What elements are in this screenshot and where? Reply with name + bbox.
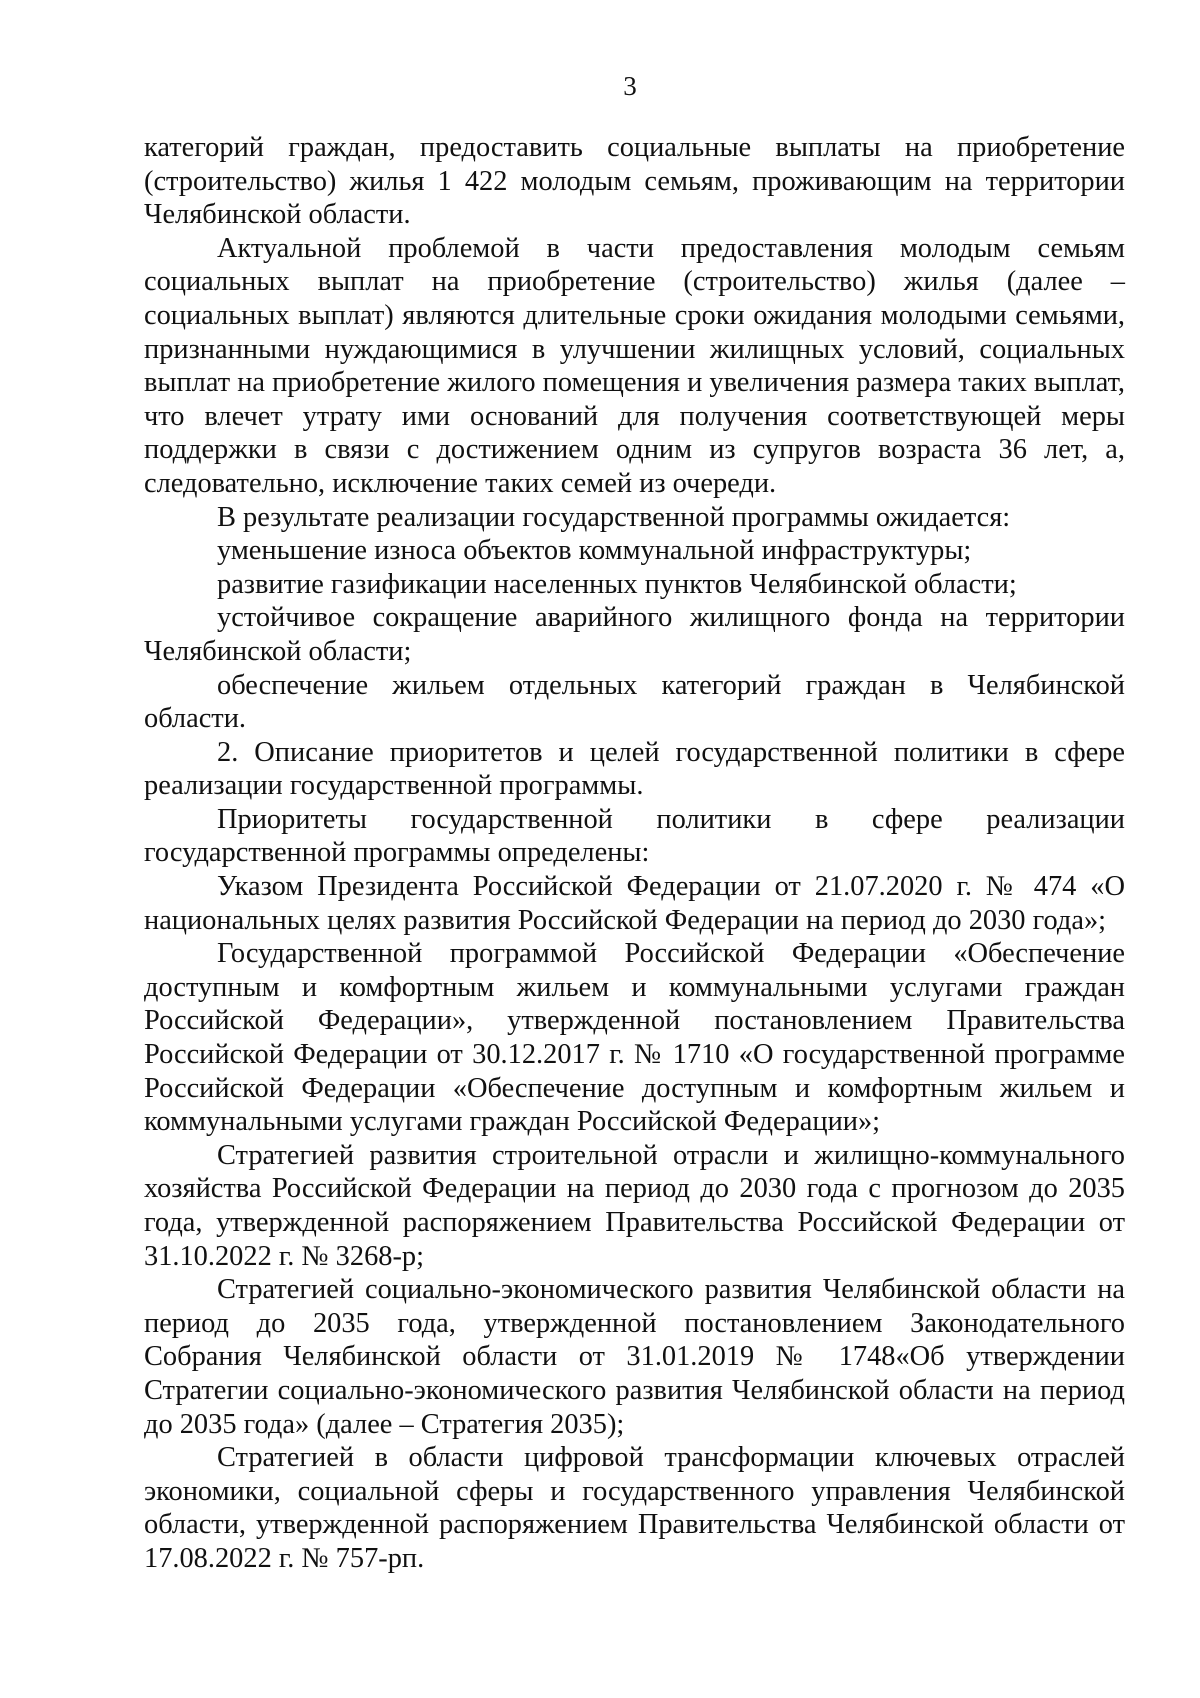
list-item-presidential-decree: Указом Президента Российской Федерации от 21.07.2020 г. № 474 «О национальных целях развития Российской Федерации на период до 2030 года»; [144,871,1125,936]
list-item-infrastructure: уменьшение износа объектов коммунальной инфраструктуры; [217,535,972,567]
list-item-construction-strategy: Стратегией развития строительной отрасли и жилищно-коммунального хозяйства Российской Федерации на период до 2030 года с прогнозом до 2035 года, утвержденной распоряжением Правительства Российской Федерации от 31.10.2022 г. № 3268-р; [144,1139,1125,1272]
paragraph-continuation: категорий граждан, предоставить социальные выплаты на приобретение (строительство) жилья 1 422 молодым семьям, проживающим на территории Челябинской области. [144,132,1125,231]
list-item-regional-strategy: Стратегией социально-экономического развития Челябинской области на период до 2035 года, утвержденной постановлением Законодательного Собрания Челябинской области от 31.01.2019 № 1748«Об утверждении Стратегии социально-экономического развития Челябинской области на период до 2035 года» (далее – Стратегия 2035); [144,1274,1125,1440]
list-item-gasification: развитие газификации населенных пунктов Челябинской области; [217,568,1017,600]
list-item-housing-provision: обеспечение жильем отдельных категорий граждан в Челябинской области. [144,669,1125,735]
paragraph-problem-statement: Актуальной проблемой в части предоставления молодым семьям социальных выплат на приобретение (строительство) жилья (далее – социальных выплат) являются длительные сроки ожидания молодыми семьями, признанными нуждающимися в улучшении жилищных условий, социальных выплат на приобретение жилого помещения и увеличения размера таких выплат, что влечет утрату ими оснований для получения соответствующей меры поддержки в связи с достижением одним из супругов возраста 36 лет, а, следовательно, исключение таких семей из очереди. [144,232,1125,499]
paragraph-priorities-intro: Приоритеты государственной политики в сфере реализации государственной программы определены: [144,803,1125,869]
list-item-digital-strategy: Стратегией в области цифровой трансформации ключевых отраслей экономики, социальной сферы и государственного управления Челябинской области, утвержденной распоряжением Правительства Челябинской области от 17.08.2022 г. № 757-рп. [144,1442,1125,1574]
paragraph-expected-results-intro: В результате реализации государственной программы ожидается: [217,501,1011,533]
list-item-emergency-housing: устойчивое сокращение аварийного жилищного фонда на территории Челябинской области; [144,602,1125,667]
section-heading-priorities: 2. Описание приоритетов и целей государственной политики в сфере реализации государственной программы. [144,736,1125,802]
document-body [144,131,1125,1576]
page-number: 3 [623,71,637,101]
list-item-state-program: Государственной программой Российской Федерации «Обеспечение доступным и комфортным жильем и коммунальными услугами граждан Российской Федерации», утвержденной постановлением Правительства Российской Федерации от 30.12.2017 г. № 1710 «О государственной программе Российской Федерации «Обеспечение доступным и комфортным жильем и коммунальными услугами граждан Российской Федерации»; [144,938,1125,1138]
